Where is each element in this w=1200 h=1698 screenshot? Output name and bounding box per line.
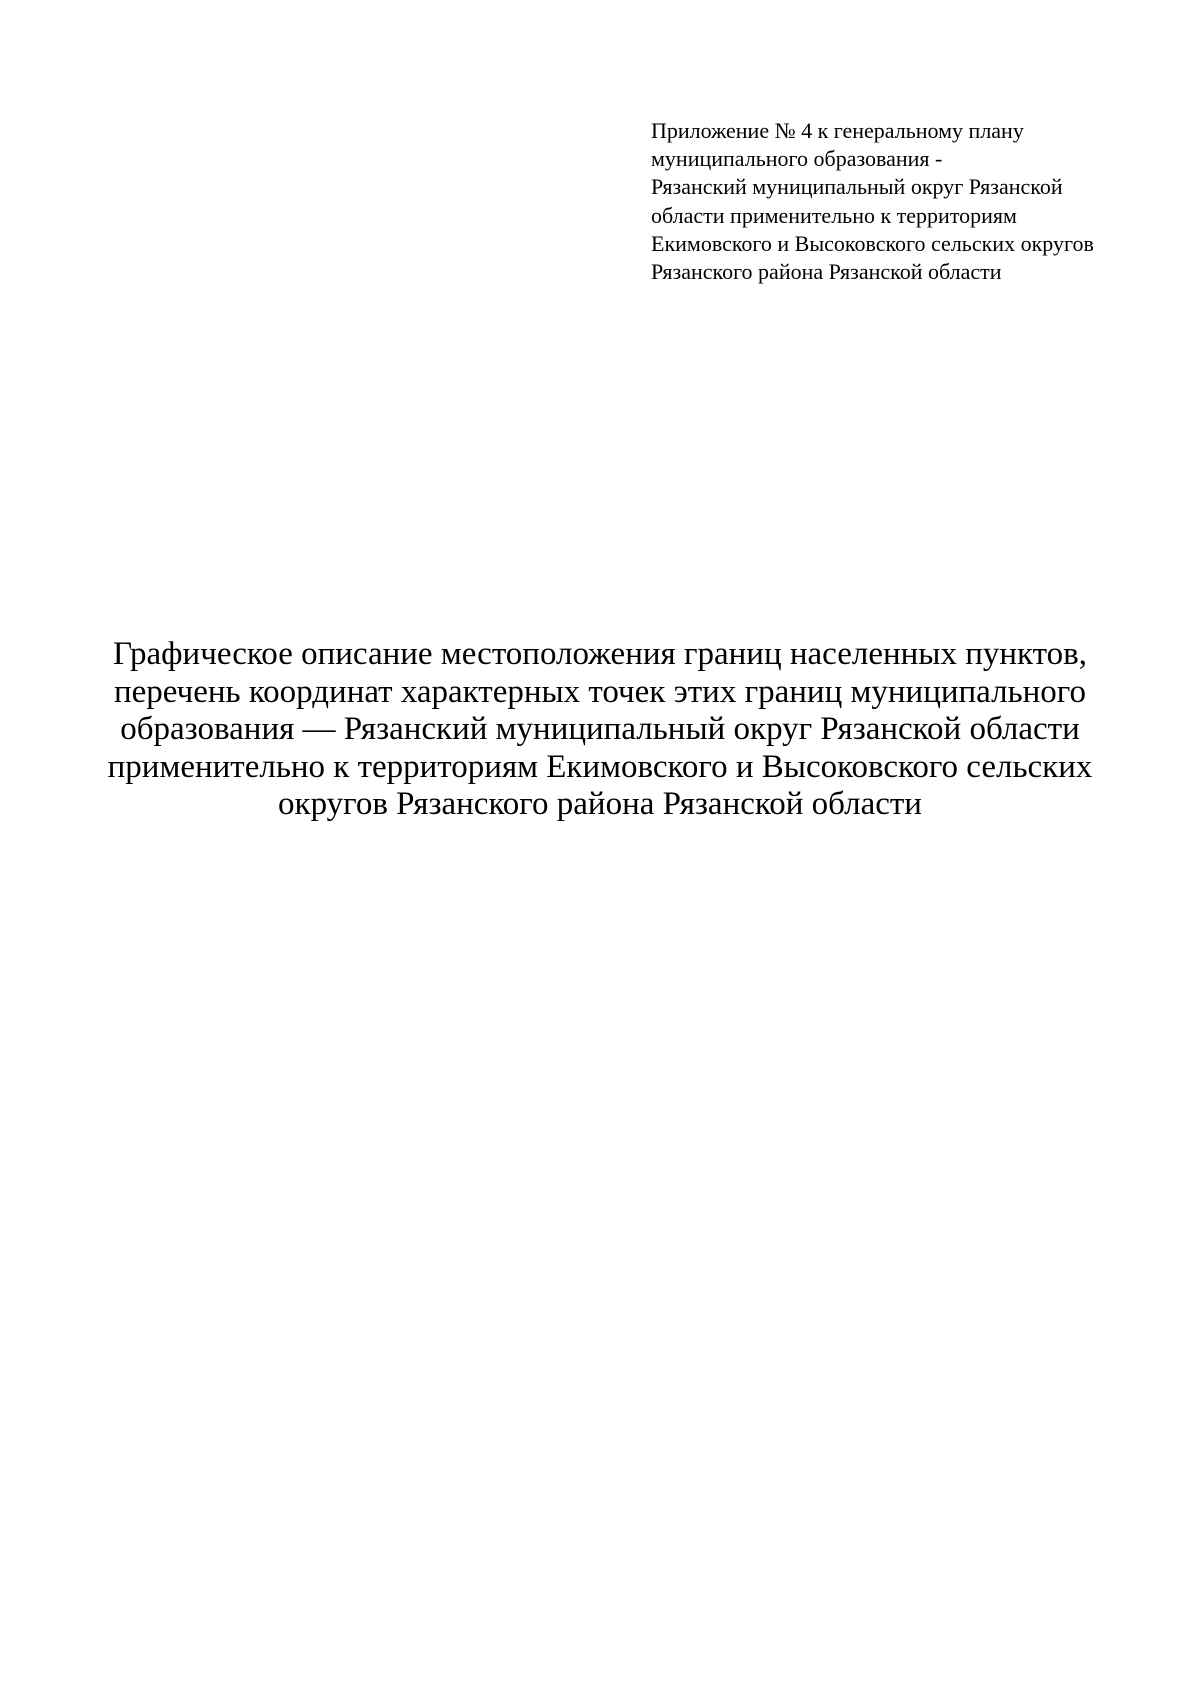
document-title-line: округов Рязанского района Рязанской области	[278, 786, 922, 822]
appendix-note-line: Приложение № 4 к генеральному плану	[651, 118, 1024, 143]
document-title	[100, 636, 1100, 824]
document-title-line: Графическое описание местоположения границ населенных пунктов,	[113, 636, 1087, 672]
document-title-line: применительно к территориям Екимовского и Высоковского сельских	[107, 748, 1093, 785]
document-title-line: перечень координат характерных точек этих границ муниципального	[113, 673, 1087, 710]
appendix-note-line: области применительно к территориям	[651, 202, 1017, 228]
appendix-note-line: Екимовского и Высоковского сельских округов	[651, 230, 1094, 256]
appendix-note-line: Рязанского района Рязанской области	[651, 259, 1002, 285]
appendix-note	[651, 117, 1171, 286]
appendix-note-line: муниципального образования -	[651, 146, 943, 172]
document-title-line: образования — Рязанский муниципальный округ Рязанской области	[120, 711, 1080, 747]
appendix-note-line: Рязанский муниципальный округ Рязанской	[651, 174, 1063, 200]
